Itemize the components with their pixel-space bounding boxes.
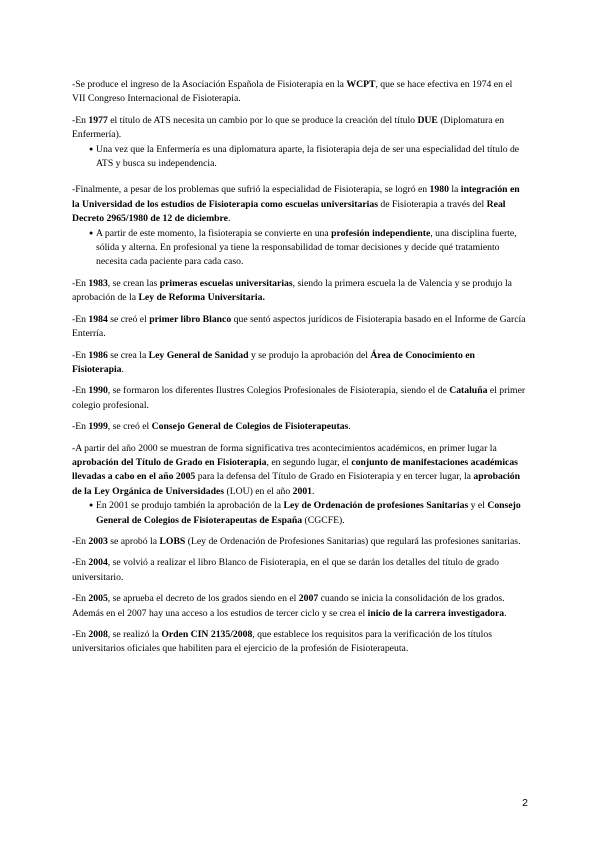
- text-run: En 2001 se produjo también la aprobación de la: [96, 500, 284, 512]
- bold-text: Ley de Reforma Universitaria.: [138, 292, 265, 304]
- text-run: A partir de este momento, la fisioterapia se convierte en una: [96, 227, 332, 239]
- paragraph: [72, 183, 528, 226]
- text-run: .: [227, 213, 231, 225]
- text-run: , se aprueba el decreto de los grados siendo en el: [107, 593, 299, 605]
- paragraph: [72, 313, 528, 342]
- text-run: , que se hace efectiva en 1974 en el VII Congreso Internacional de Fisioterapia.: [72, 79, 513, 105]
- bold-text: primer libro Blanco: [149, 313, 232, 325]
- bold-text: 1990: [88, 385, 108, 397]
- text-run: , se volvió a realizar el libro Blanco de Fisioterapia, en el que se darán los detalles del título de grado universitario.: [72, 557, 499, 583]
- paragraph: [72, 114, 528, 143]
- text-run: , se formaron los diferentes Ilustres Colegios Profesionales de Fisioterapia, siendo el de: [107, 385, 450, 397]
- text-run: -Se produce el ingreso de la Asociación Española de Fisioterapia en la: [72, 79, 347, 90]
- bullet-item: [72, 499, 528, 528]
- bold-text: LOBS: [159, 535, 186, 547]
- text-run: .: [121, 363, 124, 375]
- bullet-item: [72, 227, 528, 270]
- paragraph: [72, 277, 528, 306]
- paragraph: [72, 535, 528, 549]
- bold-text: WCPT: [346, 79, 376, 90]
- text-run: , una disciplina fuerte, sólida y alterna. En profesional ya tiene la responsabilidad de tomar decisiones y decide qué tratamiento necesita cada paciente para cada caso.: [96, 227, 517, 268]
- text-run: (Ley de Ordenación de Profesiones Sanitarias) que regulará las profesiones sanitarias.: [185, 535, 521, 547]
- bold-text: aprobación del Título de Grado en Fisioterapia: [72, 456, 267, 468]
- bold-text: 1986: [88, 349, 108, 361]
- bullet-item: [72, 143, 528, 172]
- bold-text: 1999: [88, 421, 108, 433]
- bold-text: 2008: [88, 629, 108, 640]
- bold-text: aprobación de la Ley Orgánica de Universidades: [72, 471, 521, 497]
- text-run: (Diplomatura en Enfermería).: [72, 114, 505, 141]
- bold-text: Ley de Ordenación de profesiones Sanitarias: [283, 500, 469, 512]
- bold-text: Real Decreto 2965/1980 de 12 de diciembre: [72, 198, 506, 225]
- paragraph: [72, 628, 528, 657]
- bold-text: 1983: [88, 277, 108, 289]
- paragraph: [72, 556, 528, 585]
- text-run: , se realizó la: [107, 629, 162, 640]
- text-run: se crea la: [107, 349, 149, 361]
- text-run: -En: [72, 349, 89, 361]
- bold-text: 2007: [298, 593, 319, 605]
- bold-text: integración en la Universidad de los estudios de Fisioterapia como escuelas universitarias: [72, 184, 520, 210]
- paragraph: [72, 420, 528, 434]
- text-run: -En: [72, 535, 89, 547]
- paragraph: [72, 78, 528, 107]
- text-run: , que establece los requisitos para la verificación de los títulos universitarios oficiales que habiliten para el ejercicio de la profesión de Fisioterapeuta.: [72, 629, 492, 655]
- bold-text: Consejo General de Colegios de Fisioterapeutas: [151, 421, 349, 433]
- paragraph: [72, 442, 528, 500]
- bold-text: Orden CIN 2135/2008: [161, 629, 253, 640]
- bold-text: 1977: [88, 114, 108, 126]
- bullet-icon: [72, 143, 96, 172]
- text-run: .: [348, 421, 351, 433]
- text-run: -En: [72, 385, 89, 397]
- document-body: [72, 78, 528, 664]
- text-run: se creó el: [107, 313, 150, 325]
- text-run: y se produjo la aprobación del: [248, 349, 371, 361]
- text-run: (CGCFE).: [302, 514, 345, 526]
- bullet-text: [96, 143, 528, 172]
- bold-text: 2004: [88, 557, 108, 569]
- bold-text: 2003: [88, 535, 108, 547]
- text-run: cuando se inicia la consolidación de los grados. Además en el 2007 hay una acceso a los estudios de tercer ciclo y se crea el: [72, 593, 505, 619]
- text-run: , en segundo lugar, el: [266, 456, 352, 468]
- bullet-text: [96, 499, 528, 528]
- text-run: la: [448, 184, 461, 196]
- text-run: -En: [72, 593, 89, 605]
- paragraph: [72, 349, 528, 378]
- text-run: Una vez que la Enfermería es una diplomatura aparte, la fisioterapia deja de ser una especialidad del título de ATS y busca su independencia.: [96, 143, 520, 170]
- text-run: y el: [468, 500, 488, 512]
- text-run: (LOU) en el año: [224, 485, 293, 497]
- text-run: , siendo la primera escuela la de Valencia y se produjo la aprobación de la: [72, 277, 512, 304]
- text-run: el primer colegio profesional.: [72, 385, 526, 411]
- paragraph: [72, 384, 528, 413]
- text-run: de Fisioterapia a través del: [377, 198, 487, 210]
- text-run: , se crean las: [107, 277, 160, 289]
- text-run: -A partir del año 2000 se muestran de forma significativa tres acontecimientos académicos, en primer lugar la: [72, 442, 497, 454]
- bold-text: 2005: [88, 593, 108, 605]
- page-number: 2: [522, 797, 528, 809]
- bullet-icon: [72, 499, 96, 528]
- bold-text: inicio de la carrera investigadora: [367, 607, 505, 619]
- text-run: .: [312, 485, 315, 497]
- text-run: , se creó el: [107, 421, 152, 433]
- bold-text: Cataluña: [449, 385, 488, 397]
- bold-text: Área de Conocimiento en Fisioterapia: [72, 349, 475, 375]
- text-run: -En: [72, 313, 89, 325]
- bold-text: DUE: [417, 114, 438, 126]
- bold-text: conjunto de manifestaciones académicas llevadas a cabo en el año 2005: [72, 456, 518, 483]
- bold-text: Consejo General de Colegios de Fisioterapeutas de España: [96, 500, 521, 526]
- text-run: que sentó aspectos jurídicos de Fisioterapia basado en el Informe de García Enterría.: [72, 313, 526, 340]
- bullet-icon: [72, 227, 96, 270]
- bold-text: 1984: [88, 313, 108, 325]
- text-run: -En: [72, 421, 89, 433]
- paragraph: [72, 592, 528, 621]
- text-run: se aprobó la: [107, 535, 160, 547]
- text-run: para la defensa del Título de Grado en Fisioterapia y en tercer lugar, la: [195, 471, 474, 483]
- text-run: -En: [72, 629, 89, 640]
- text-run: -En: [72, 277, 89, 289]
- bold-text: 2001: [292, 485, 313, 497]
- bold-text: 1980: [429, 184, 449, 196]
- bold-text: profesión independiente: [331, 227, 431, 239]
- text-run: .: [504, 607, 507, 619]
- bold-text: primeras escuelas universitarias: [159, 277, 293, 289]
- text-run: -Finalmente, a pesar de los problemas que sufrió la especialidad de Fisioterapia, se logró en: [72, 184, 430, 196]
- bold-text: Ley General de Sanidad: [148, 349, 249, 361]
- text-run: -En: [72, 557, 89, 569]
- text-run: -En: [72, 114, 89, 126]
- text-run: el título de ATS necesita un cambio por lo que se produce la creación del título: [107, 114, 418, 126]
- bullet-text: [96, 227, 528, 270]
